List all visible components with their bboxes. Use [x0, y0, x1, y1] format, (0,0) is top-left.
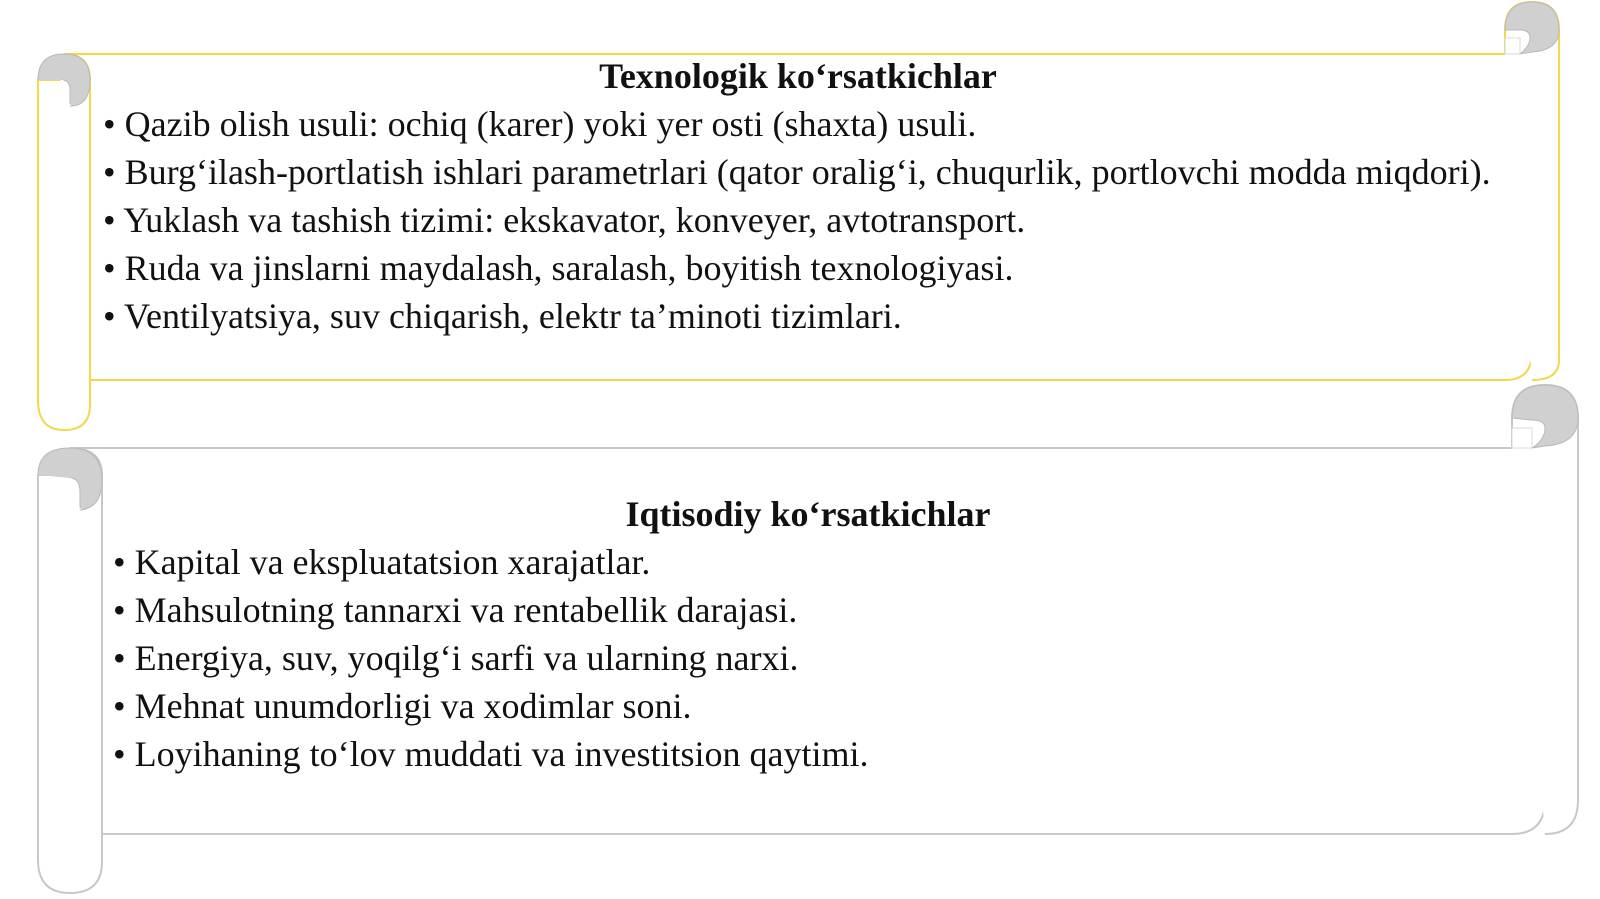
list-item-text: Mahsulotning tannarxi va rentabellik darajasi. — [134, 590, 798, 630]
list-item-text: Loyihaning to‘lov muddati va investitsion qaytimi. — [134, 734, 869, 774]
bullet-icon: • — [113, 542, 126, 582]
list-item-text: Mehnat unumdorligi va xodimlar soni. — [134, 686, 692, 726]
list-item — [113, 730, 1503, 778]
list-item — [103, 148, 1503, 196]
list-item-text: Qazib olish usuli: ochiq (karer) yoki yer osti (shaxta) usuli. — [124, 104, 977, 144]
bullet-icon: • — [113, 590, 126, 630]
list-item-text: Burg‘ilash-portlatish ishlari parametrlari (qator oralig‘i, chuqurlik, portlovchi modda miqdori). — [124, 152, 1491, 192]
list-item-text: Energiya, suv, yoqilg‘i sarfi va ularning narxi. — [134, 638, 799, 678]
list-item — [113, 634, 1503, 682]
bullet-icon: • — [113, 734, 126, 774]
list-item — [113, 538, 1503, 586]
economic-title: Iqtisodiy ko‘rsatkichlar — [625, 494, 991, 534]
list-item — [113, 682, 1503, 730]
technological-list — [103, 100, 1503, 340]
list-item-text: Yuklash va tashish tizimi: ekskavator, konveyer, avtotransport. — [123, 200, 1026, 240]
scroll-curl-right-2 — [1512, 385, 1578, 448]
list-item — [103, 196, 1503, 244]
list-item — [103, 244, 1503, 292]
technological-panel — [103, 52, 1503, 340]
bullet-icon: • — [113, 686, 126, 726]
economic-list — [113, 538, 1503, 778]
list-item — [103, 100, 1503, 148]
list-item-text: Kapital va ekspluatatsion xarajatlar. — [134, 542, 651, 582]
list-item-text: Ruda va jinslarni maydalash, saralash, boyitish texnologiyasi. — [124, 248, 1014, 288]
list-item — [103, 292, 1503, 340]
economic-panel — [113, 490, 1503, 778]
bullet-icon: • — [103, 200, 116, 240]
bullet-icon: • — [113, 638, 126, 678]
bullet-icon: • — [103, 152, 116, 192]
scroll-curl-right-1 — [1505, 2, 1559, 54]
technological-title: Texnologik ko‘rsatkichlar — [599, 56, 997, 96]
bullet-icon: • — [103, 104, 116, 144]
bullet-icon: • — [103, 248, 116, 288]
list-item — [113, 586, 1503, 634]
bullet-icon: • — [103, 296, 116, 336]
list-item-text: Ventilyatsiya, suv chiqarish, elektr ta’minoti tizimlari. — [123, 296, 902, 336]
